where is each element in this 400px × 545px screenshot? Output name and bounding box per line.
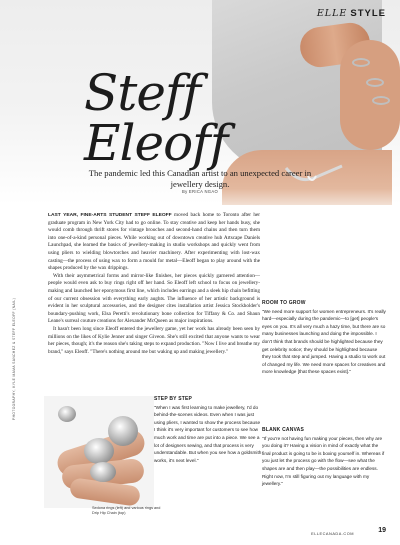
sidebar-heading: STEP BY STEP: [154, 396, 193, 402]
footer-site: ELLECANADA.COM: [311, 531, 354, 536]
paragraph-text: moved back home to Toronto after her graduate program in New York City had to go online. To stay creative and keep her hands busy, she would comb through thrift stores for vintage brooches and second-hand chains and then turn them into one-of-a-kind personal pieces. While working out of downtown creative hub Artscape Daniels Launchpad, she learned the basics of jewellery-making in studio workshops and quickly went from using pliers to wielding blowtorches and heavier machinery. After experimenting with lost-wax casting—the process of using wax to form a mould for metal—Eleoff began to play around with the shapes produced by the wax drippings.: [48, 212, 261, 272]
rings-photo: [44, 396, 154, 508]
ring: [372, 96, 390, 105]
article-body: [48, 212, 260, 356]
ring: [84, 438, 114, 464]
blank-canvas-sidebar: [262, 427, 386, 488]
title-line2: Eleoff: [84, 114, 228, 172]
sidebar-heading: ROOM TO GROW: [262, 300, 306, 306]
magazine-section-header: [317, 8, 386, 19]
sidebar-text: "If you're not having fun making your pieces, then why are you doing it? Having a vision in mind of exactly what the final product is going to be is boxing yourself in. Whereas if you just let the process go with the flow—see what the shapes are and then play—the possibilities are endless. Right now, I'm still figuring out my language with my jewellery.": [262, 435, 385, 487]
ring: [108, 416, 138, 446]
sidebar-heading: BLANK CANVAS: [262, 427, 305, 433]
page-number: 19: [378, 527, 386, 534]
paragraph: With their asymmetrical forms and mirror-like finishes, her pieces quickly garnered attention—people would even ask to buy rings right off her hand. So Eleoff left school to focus on jewellery-making and launched her eponymous first line, which includes earrings and a sleek hip chain befitting of our current obsession with everything early aughts. The influence of her artistic background is evident in her sculptural accessories, and the designer cites installation artist Jessica Stockholder's boundary-pushing work, Elsa Peretti's revolutionary bone collection for Tiffany & Co. and Shaun Leane's surreal couture creations for Alexander McQueen as major inspirations.: [48, 272, 260, 325]
paragraph: It hasn't been long since Eleoff entered the jewellery game, yet her work has already been seen by millions on the likes of Kylie Jenner and singer Giveon. She's still excited that anyone wants to wear her pieces, though; it's the reason she's taking steps to expand production. "Now I live and breathe my brand," says Eleoff. "There's nothing around me but waking up and making jewellery.": [48, 325, 260, 355]
title-line1: Steff: [84, 64, 200, 122]
ring: [352, 58, 370, 67]
sidebar-text: "When I was first learning to make jewellery, I'd do behind-the-scenes videos. Even when I was just using pliers, I wanted to show the process because I think it's very important for customers to see how much work and time are put into a piece. We see a lot of designers sewing, and that process is very understandable. But when you see how a goldsmith works, it's next level.": [154, 404, 262, 463]
step-by-step-sidebar: [154, 396, 262, 464]
room-to-grow-sidebar: [262, 300, 386, 376]
sidebar-text: "We need more support for women entrepreneurs. It's really hard—especially during the pandemic—to [get] people's eyes on you. It's all very much a hazy time, but there are so many businesses launching and doing the impossible. I don't think that brands should be highlighted because they get celebrity notice; they should be highlighted because they took that step and jumped. Having a studio to work out of changed my life. We need more spaces for creatives and more knowledge [that these spaces exist].": [262, 308, 386, 375]
paragraph: [48, 212, 260, 273]
photo-caption: Sedona rings (left) and various rings and Drip Hip Chain (top): [92, 506, 161, 516]
ring: [90, 462, 116, 482]
section-label: STYLE: [350, 8, 386, 19]
hand: [340, 40, 400, 150]
dek: The pandemic led this Canadian artist to an unexpected career in jewellery design.: [88, 168, 312, 189]
magazine-logo: ELLE: [316, 8, 348, 19]
photo-credit: PHOTOGRAPHY, KYLE MAMA SANCHEZ & STEFF ELEOFF (NAIL): [12, 297, 16, 420]
ring: [58, 406, 76, 422]
byline: By ERICA NGAO: [181, 189, 218, 194]
lead-in: LAST YEAR, FINE-ARTS STUDENT STEFF ELEOFF: [48, 213, 172, 218]
ring: [366, 78, 384, 87]
